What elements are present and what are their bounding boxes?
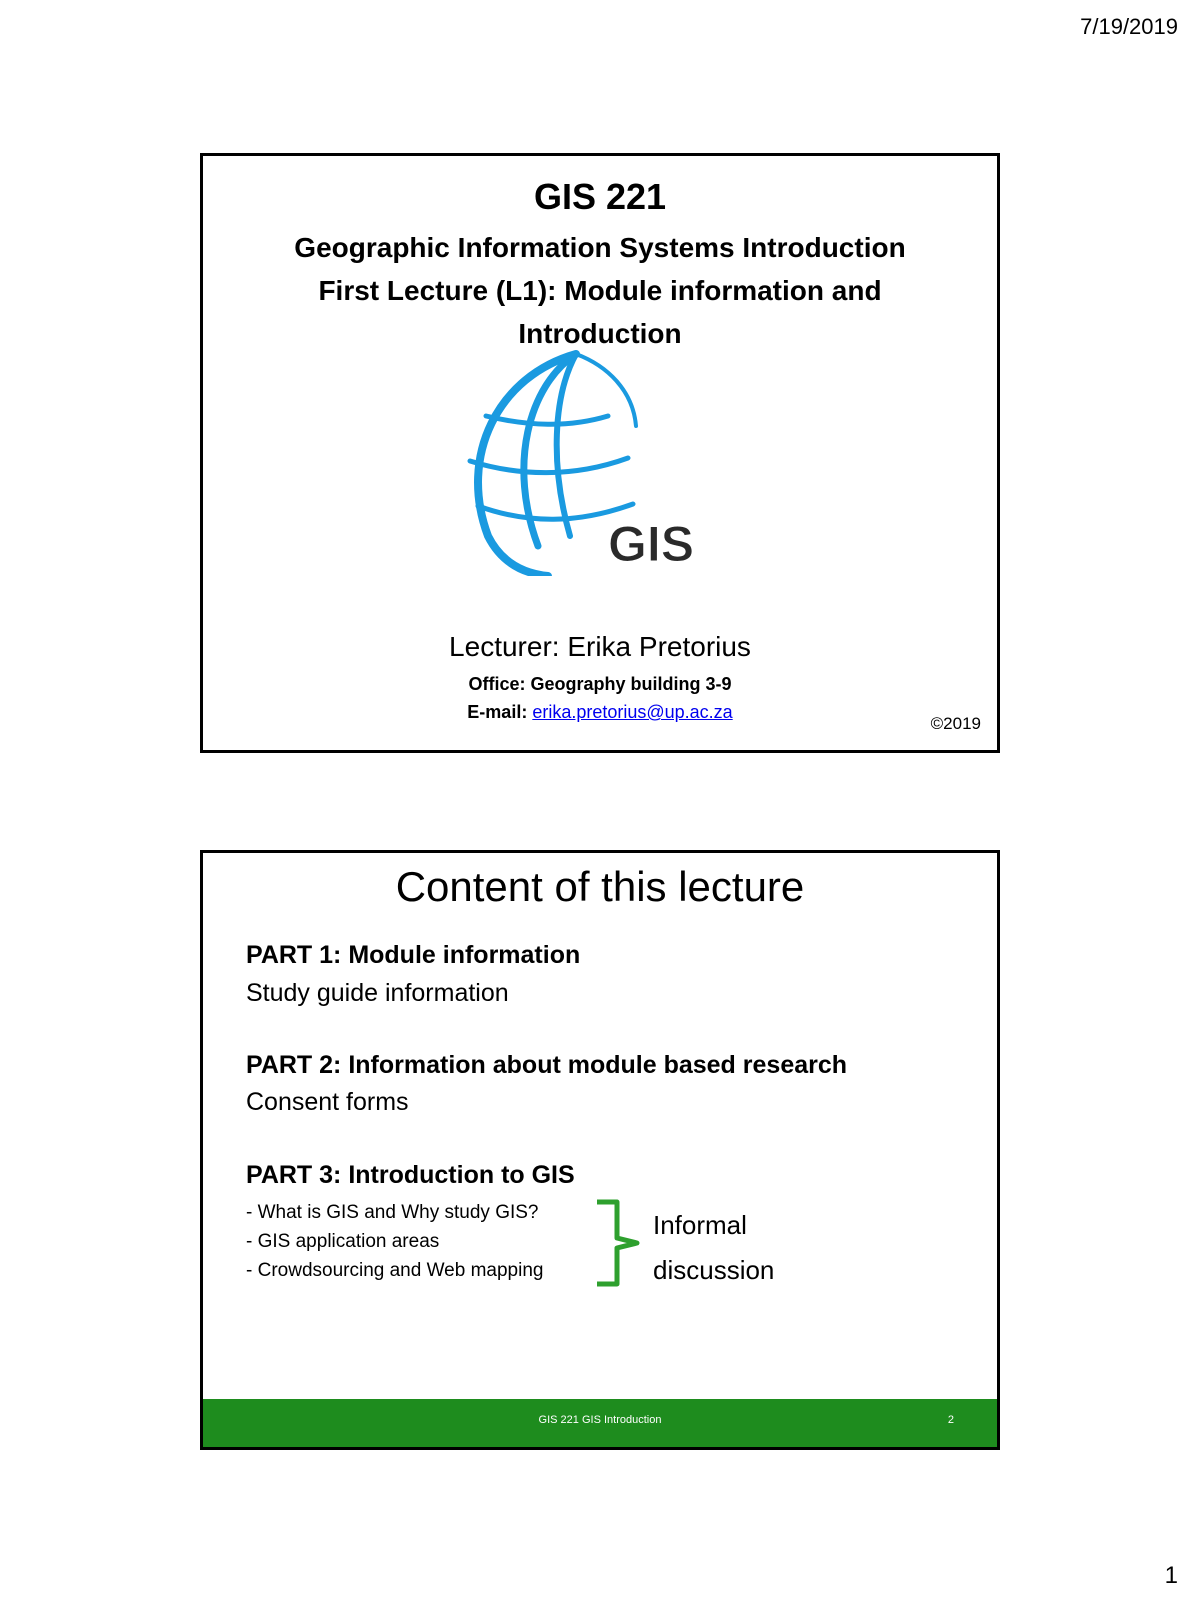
part1-heading: PART 1: Module information [246, 941, 581, 969]
part2-heading: PART 2: Information about module based research [246, 1051, 848, 1079]
email-link[interactable]: erika.pretorius@up.ac.za [532, 702, 733, 722]
subtitle-line-2: First Lecture (L1): Module information and [318, 275, 882, 306]
globe-latitude-2 [470, 458, 628, 473]
part1-subtext: Study guide information [246, 979, 509, 1007]
globe-latitude-1 [486, 416, 608, 424]
list-item: - GIS application areas [246, 1231, 440, 1252]
copyright: ©2019 [930, 714, 981, 733]
lecturer-name: Lecturer: Erika Pretorius [449, 631, 751, 662]
subtitle-line-1: Geographic Information Systems Introduction [294, 232, 906, 263]
gis-globe-logo [458, 346, 718, 576]
right-brace [595, 1198, 655, 1288]
informal-discussion-note [653, 1203, 774, 1293]
page-date: 7/19/2019 [1080, 14, 1178, 39]
informal-line-1: Informal [653, 1210, 747, 1240]
informal-line-2: discussion [653, 1255, 775, 1285]
email-line [203, 702, 997, 723]
list-item: - Crowdsourcing and Web mapping [246, 1260, 544, 1281]
globe-meridian-2 [557, 354, 576, 536]
page-number: 1 [1164, 1562, 1178, 1589]
list-item: - What is GIS and Why study GIS? [246, 1202, 539, 1223]
slide-footer [203, 1399, 997, 1447]
content-slide [200, 850, 1000, 1450]
subtitle-line-3: Introduction [518, 318, 682, 349]
title-slide [200, 153, 1000, 753]
logo-text: GIS [608, 516, 695, 572]
part3-bullet-list [246, 1198, 543, 1285]
slide-title: Content of this lecture [395, 863, 805, 910]
footer-title: GIS 221 GIS Introduction [538, 1414, 662, 1426]
slide-subtitle [223, 226, 977, 355]
part3-heading: PART 3: Introduction to GIS [246, 1161, 575, 1189]
slide-title: GIS 221 [533, 176, 667, 217]
slide-number: 2 [947, 1414, 954, 1426]
office-location: Office: Geography building 3-9 [468, 674, 732, 694]
email-label: E-mail: [467, 702, 533, 722]
part2-subtext: Consent forms [246, 1088, 409, 1116]
